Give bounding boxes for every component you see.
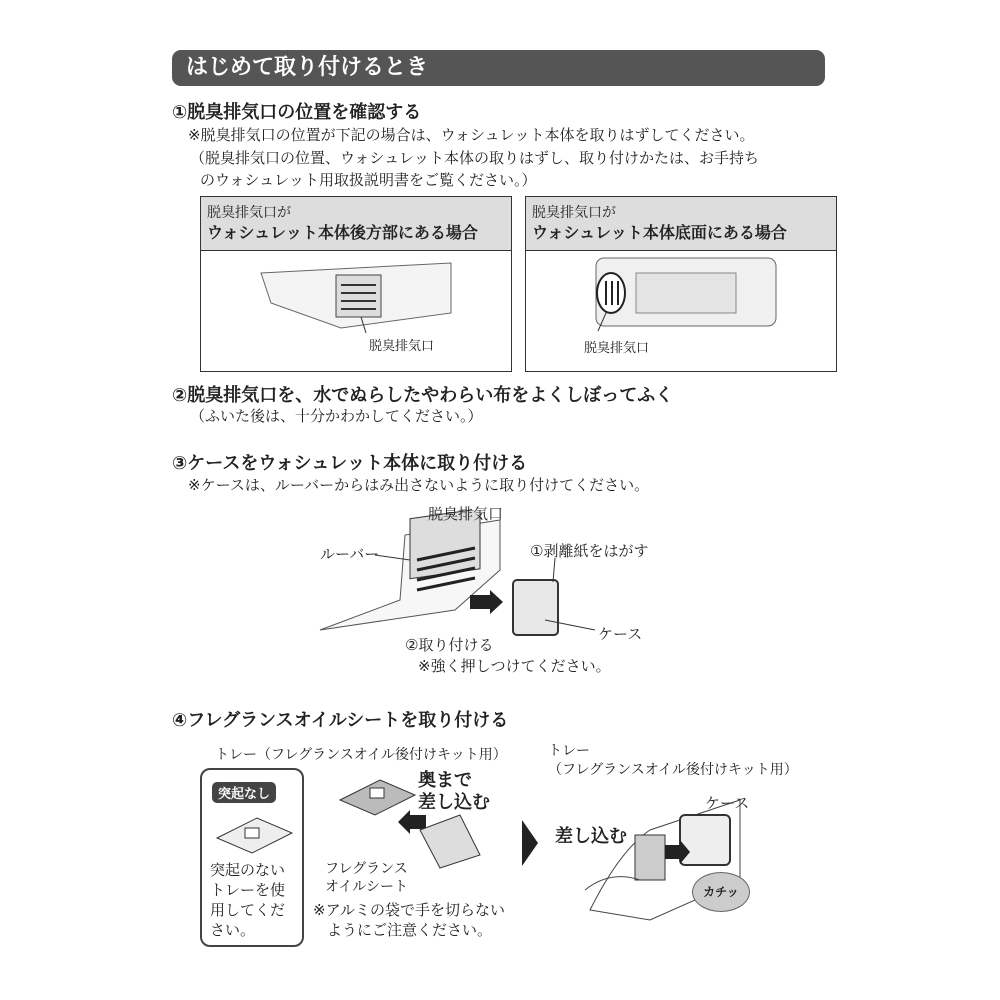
panel-header — [526, 197, 836, 251]
callout-line: トレーを使 — [210, 881, 286, 899]
step1-heading: ①脱臭排気口の位置を確認する — [172, 102, 422, 123]
callout-line: 用してくだ — [210, 901, 286, 919]
caution-line: ようにご注意ください。 — [327, 921, 493, 939]
panel-line2: ウォシュレット本体後方部にある場合 — [207, 223, 478, 242]
click-bubble: カチッ — [692, 872, 750, 912]
louver-label: ルーバー — [320, 545, 380, 563]
sheet-label: フレグランス — [325, 861, 408, 877]
vent-label: 脱臭排気口 — [369, 339, 435, 354]
right-case-label: ケース — [705, 794, 750, 812]
callout-box — [200, 768, 304, 947]
tray-icon — [207, 808, 297, 858]
callout-line: さい。 — [210, 921, 256, 939]
panel-line1: 脱臭排気口が — [532, 205, 616, 221]
right-tray-label: トレー — [548, 743, 590, 759]
callout-line: 突起のない — [210, 861, 286, 879]
panel-header — [201, 197, 511, 251]
step1-note: （脱臭排気口の位置、ウォシュレット本体の取りはずし、取り付けかたは、お手持ち — [190, 149, 759, 167]
peel-label: ①剥離紙をはがす — [530, 542, 649, 560]
right-insert-label: 差し込む — [555, 826, 627, 847]
no-protrusion-badge: 突起なし — [212, 782, 276, 803]
case-label: ケース — [598, 625, 643, 643]
next-arrow-icon — [520, 820, 540, 866]
caution-text — [313, 900, 505, 940]
rear-vent-illustration — [201, 253, 511, 371]
panel-line1: 脱臭排気口が — [207, 205, 291, 221]
vent-label: 脱臭排気口 — [428, 505, 504, 523]
step4-heading: ④フレグランスオイルシートを取り付ける — [172, 710, 509, 731]
vent-label: 脱臭排気口 — [584, 341, 650, 356]
insert-tray-illustration — [580, 790, 780, 930]
step1-note: ※脱臭排気口の位置が下記の場合は、ウォシュレット本体を取りはずしてください。 — [188, 126, 755, 144]
section-title: はじめて取り付けるとき — [172, 50, 825, 86]
insert-deep-line: 差し込む — [418, 792, 490, 813]
rear-vent-panel — [200, 196, 512, 372]
step3-note: ※ケースは、ルーバーからはみ出さないように取り付けてください。 — [188, 476, 650, 494]
insert-deep-text — [418, 770, 490, 814]
step3-heading: ③ケースをウォシュレット本体に取り付ける — [172, 453, 528, 474]
insert-deep-line: 奥まで — [418, 770, 472, 791]
sheet-label-text — [325, 860, 408, 896]
press-note: ※強く押しつけてください。 — [418, 657, 611, 675]
step1-note: のウォシュレット用取扱説明書をご覧ください。） — [200, 171, 537, 189]
right-tray-label: （フレグランスオイル後付けキット用） — [548, 762, 798, 778]
step2-heading: ②脱臭排気口を、水でぬらしたやわらい布をよくしぼってふく — [172, 385, 674, 406]
step2-note: （ふいた後は、十分かわかしてください。） — [190, 407, 483, 425]
panel-line2: ウォシュレット本体底面にある場合 — [532, 223, 787, 242]
right-tray-text — [548, 742, 798, 780]
callout-text — [210, 860, 285, 940]
attach-label: ②取り付ける — [405, 636, 494, 654]
bottom-vent-illustration — [526, 253, 836, 371]
bottom-vent-panel — [525, 196, 837, 372]
caution-line: ※アルミの袋で手を切らない — [313, 901, 505, 919]
tray-label: トレー（フレグランスオイル後付けキット用） — [215, 747, 507, 763]
sheet-label: オイルシート — [325, 879, 408, 895]
